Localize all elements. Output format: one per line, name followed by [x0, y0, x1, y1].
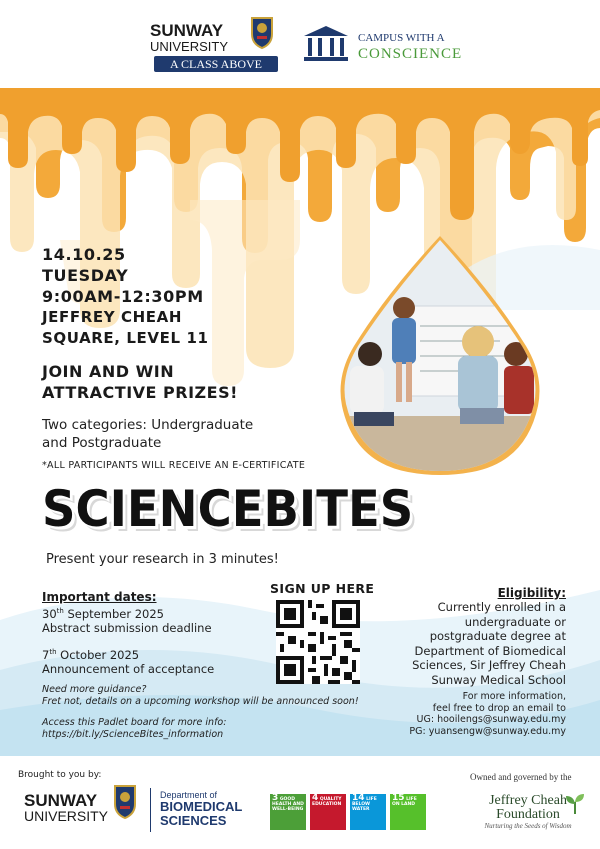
sunway-university-logo [150, 21, 280, 71]
prize-line1: JOIN AND WIN [42, 362, 175, 381]
sdg4-text: QUALITY EDUCATION [312, 797, 342, 807]
prize-line2: ATTRACTIVE PRIZES! [42, 383, 238, 402]
event-day: TUESDAY [42, 266, 129, 285]
eligibility-line: Department of Biomedical [414, 643, 566, 658]
categories-line2: and Postgraduate [42, 435, 162, 451]
owned-by-label: Owned and governed by the [470, 772, 572, 782]
sdg15-badge [390, 794, 426, 830]
categories-line1: Two categories: Undergraduate [42, 417, 254, 433]
sunway-name: SUNWAY [150, 21, 224, 40]
date2 [42, 645, 282, 662]
eligibility-line: undergraduate or [464, 614, 566, 629]
eligibility-line: Currently enrolled in a [437, 600, 566, 614]
sunway-crest-icon [248, 14, 276, 50]
date1-sup: th [56, 607, 64, 615]
dept-line2: SCIENCES [160, 813, 227, 828]
sdg4-badge [310, 794, 346, 830]
footer-sunway-sub: UNIVERSITY [24, 808, 109, 824]
campus-line: CAMPUS WITH A [358, 32, 445, 44]
dept-small: Department of [160, 790, 218, 800]
sdg3-number: 3 [272, 793, 279, 803]
date2-sup: th [49, 647, 57, 656]
padlet-link[interactable]: https://bit.ly/ScienceBites_information [42, 729, 224, 740]
eligibility [370, 586, 566, 687]
signup-label: SIGN UP HERE [270, 581, 375, 596]
contact-line1: For more information, [462, 691, 566, 702]
sdg14-number: 14 [352, 793, 365, 803]
eligibility-line: postgraduate degree at [429, 629, 566, 643]
date1-label: Abstract submission deadline [42, 620, 212, 635]
header-logos [0, 0, 600, 88]
foundation-line2: Foundation [496, 807, 560, 822]
classroom-photo [340, 236, 540, 476]
event-title: SCIENCEBITES [42, 480, 414, 538]
biomedical-dept-logo [160, 790, 270, 828]
date1-day: 30 [42, 606, 57, 621]
pg-email[interactable]: PG: yuansengw@sunway.edu.my [409, 725, 566, 737]
foundation-line1: Jeffrey Cheah [489, 793, 567, 808]
important-dates [42, 590, 282, 676]
sdg3-text: GOOD HEALTH AND WELL-BEING [272, 797, 304, 812]
sdg3-badge [270, 794, 306, 830]
event-venue-line1: JEFFREY CHEAH [42, 308, 182, 326]
sunway-sub: UNIVERSITY [150, 39, 229, 54]
footer-sunway-name: SUNWAY [24, 791, 98, 810]
guidance-line2: Fret not, details on a upcoming workshop will be announced soon! [42, 696, 359, 707]
important-dates-heading: Important dates: [42, 590, 157, 604]
guidance-note [42, 684, 382, 741]
date2-label: Announcement of acceptance [42, 661, 215, 676]
qr-code-icon [276, 600, 360, 684]
contact-info [360, 691, 566, 737]
footer [0, 756, 600, 849]
event-tagline: Present your research in 3 minutes! [46, 552, 279, 567]
sdg14-text: LIFE BELOW WATER [352, 797, 377, 812]
footer-sunway-logo [24, 792, 144, 824]
dept-line1: BIOMEDICAL [160, 799, 243, 814]
eligibility-line: Sciences, Sir Jeffrey Cheah [412, 658, 566, 672]
sprout-icon [564, 792, 586, 816]
sdg15-text: LIFE ON LAND [392, 797, 417, 807]
footer-divider [150, 788, 151, 832]
eligibility-line: Sunway Medical School [431, 672, 566, 687]
eligibility-heading: Eligibility: [497, 586, 566, 600]
building-icon [302, 24, 350, 64]
date2-day: 7 [42, 647, 50, 662]
guidance-line3: Access this Padlet board for more info: [42, 717, 227, 728]
certificate-note: *ALL PARTICIPANTS WILL RECEIVE AN E-CERTIFICATE [42, 460, 306, 471]
event-venue-line2: SQUARE, LEVEL 11 [42, 329, 209, 347]
campus-word: CONSCIENCE [358, 46, 463, 62]
event-date: 14.10.25 [42, 245, 126, 264]
signup-qr-code[interactable] [276, 600, 360, 684]
guidance-line1: Need more guidance? [42, 684, 147, 695]
contact-line2: feel free to drop an email to [432, 702, 566, 714]
sdg15-number: 15 [392, 793, 405, 803]
foundation-tag: Nurturing the Seeds of Wisdom [484, 822, 572, 830]
date2-rest: October 2025 [56, 647, 140, 662]
sunway-tagline: A CLASS ABOVE [154, 56, 278, 72]
sdg-badges [270, 794, 426, 830]
ug-email[interactable]: UG: hooilengs@sunway.edu.my [416, 714, 566, 725]
date1-rest: September 2025 [63, 606, 164, 621]
footer-sunway-crest-icon [112, 782, 138, 822]
brought-by-label: Brought to you by: [18, 770, 102, 780]
event-time: 9:00AM-12:30PM [42, 287, 204, 306]
date1 [42, 604, 282, 621]
jeffrey-cheah-foundation-logo [470, 794, 586, 830]
sdg14-badge [350, 794, 386, 830]
sdg4-number: 4 [312, 793, 319, 803]
